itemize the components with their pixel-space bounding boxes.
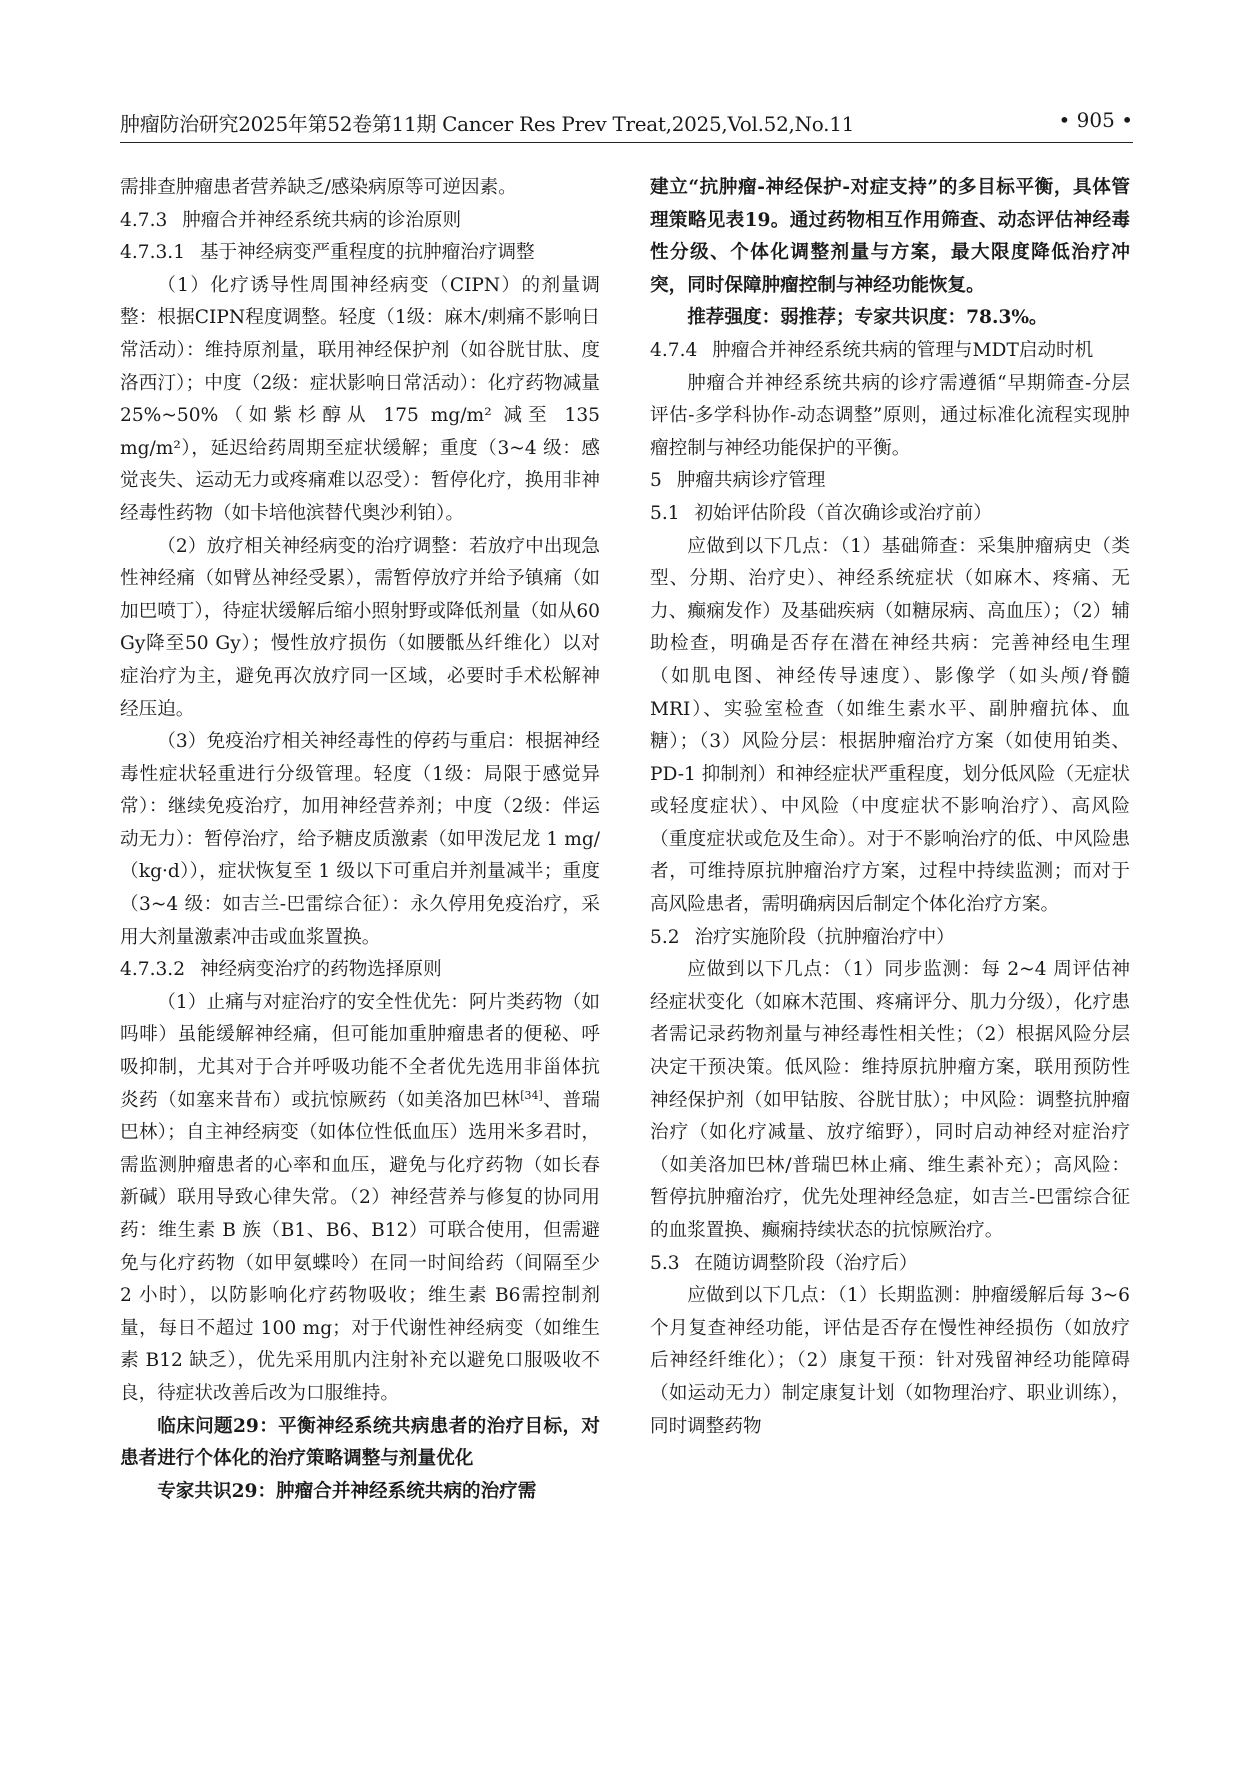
section-number: 4.7.3.2 <box>120 959 186 981</box>
running-header <box>120 106 1133 143</box>
section-heading-4-7-3-1 <box>120 237 600 270</box>
section-number: 4.7.3 <box>120 209 168 231</box>
paragraph: （2）放疗相关神经病变的治疗调整：若放疗中出现急性神经痛（如臂丛神经受累），需暂停放疗并给予镇痛（如加巴喷丁），待症状缓解后缩小照射野或降低剂量（如从60 Gy降至50 Gy）；慢性放疗损伤（如腰骶丛纤维化）以对症治疗为主，避免再次放疗同一区域，必要时手术松解神经压迫。 <box>120 535 600 720</box>
paragraph-text: 、普瑞巴林）；自主神经病变（如体位性低血压）选用米多君时，需监测肿瘤患者的心率和血压，避免与化疗药物（如长春新碱）联用导致心律失常。（2）神经营养与修复的协同用药：维生素 B 族（B1、B6、B12）可联合使用，但需避免与化疗药物（如甲氨蝶呤）在同一时间给药（间隔至少 2 小时），以防影响化疗药物吸收；维生素 B6需控制剂量，每日不超过 100 mg；对于代谢性神经病变（如维生素 B12 缺乏），优先采用肌内注射补充以避免口服吸收不良，待症状改善后改为口服维持。 <box>120 1089 600 1404</box>
expert-consensus-29-cont: 建立“抗肿瘤-神经保护-对症支持”的多目标平衡，具体管理策略见表19。通过药物相互作用筛查、动态评估神经毒性分级、个体化调整剂量与方案，最大限度降低治疗冲突，同时保障肿瘤控制与神经功能恢复。 <box>650 177 1130 296</box>
section-title: 肿瘤合并神经系统共病的管理与MDT启动时机 <box>712 339 1094 361</box>
paragraph: 应做到以下几点：（1）同步监测：每 2~4 周评估神经症状变化（如麻木范围、疼痛评分、肌力分级），化疗患者需记录药物剂量与神经毒性相关性；（2）根据风险分层决定干预决策。低风险：维持原抗肿瘤方案，联用预防性神经保护剂（如甲钴胺、谷胱甘肽）；中风险：调整抗肿瘤治疗（如化疗减量、放疗缩野），同时启动神经对症治疗（如美洛加巴林/普瑞巴林止痛、维生素补充）；高风险：暂停抗肿瘤治疗，优先处理神经急症，如吉兰-巴雷综合征的血浆置换、癫痫持续状态的抗惊厥治疗。 <box>650 959 1130 1241</box>
section-number: 4.7.4 <box>650 339 698 361</box>
section-title: 肿瘤合并神经系统共病的诊治原则 <box>182 209 462 231</box>
section-title: 初始评估阶段（首次确诊或治疗前） <box>694 502 992 524</box>
section-number: 5.3 <box>650 1252 680 1274</box>
paragraph: 肿瘤合并神经系统共病的诊疗需遵循“早期筛查-分层评估-多学科协作-动态调整”原则，通过标准化流程实现肿瘤控制与神经功能保护的平衡。 <box>650 372 1130 459</box>
paragraph: （3）免疫治疗相关神经毒性的停药与重启：根据神经毒性症状轻重进行分级管理。轻度（1级：局限于感觉异常）：继续免疫治疗，加用神经营养剂；中度（2级：伴运动无力）：暂停治疗，给予糖皮质激素（如甲泼尼龙 1 mg/（kg·d）），症状恢复至 1 级以下可重启并剂量减半；重度（3~4 级：如吉兰-巴雷综合征）：永久停用免疫治疗，采用大剂量激素冲击或血浆置换。 <box>120 731 600 948</box>
section-heading-4-7-4 <box>650 335 1130 368</box>
section-number: 5 <box>650 470 662 492</box>
section-heading-4-7-3 <box>120 205 600 238</box>
section-number: 5.1 <box>650 502 680 524</box>
right-column <box>650 172 1130 1443</box>
section-heading-5-2 <box>650 922 1130 955</box>
section-title: 治疗实施阶段（抗肿瘤治疗中） <box>694 926 955 948</box>
section-title: 神经病变治疗的药物选择原则 <box>199 959 442 981</box>
section-heading-5-1 <box>650 498 1130 531</box>
section-number: 4.7.3.1 <box>120 242 186 264</box>
paragraph <box>120 987 600 1411</box>
paragraph: 需排查肿瘤患者营养缺乏/感染病原等可逆因素。 <box>120 177 517 198</box>
section-number: 5.2 <box>650 926 680 948</box>
section-title: 基于神经病变严重程度的抗肿瘤治疗调整 <box>199 242 535 264</box>
paragraph: 应做到以下几点：（1）长期监测：肿瘤缓解后每 3~6 个月复查神经功能，评估是否存在慢性神经损伤（如放疗后神经纤维化）；（2）康复干预：针对残留神经功能障碍（如运动无力）制定康复计划（如物理治疗、职业训练），同时调整药物 <box>650 1285 1130 1437</box>
section-heading-5-3 <box>650 1248 1130 1281</box>
left-column <box>120 172 600 1508</box>
paragraph: 应做到以下几点：（1）基础筛查：采集肿瘤病史（类型、分期、治疗史）、神经系统症状（如麻木、疼痛、无力、癫痫发作）及基础疾病（如糖尿病、高血压）；（2）辅助检查，明确是否存在潜在神经共病：完善神经电生理（如肌电图、神经传导速度）、影像学（如头颅/脊髓 MRI）、实验室检查（如维生素水平、副肿瘤抗体、血糖）；（3）风险分层：根据肿瘤治疗方案（如使用铂类、PD-1 抑制剂）和神经症状严重程度，划分低风险（无症状或轻度症状）、中风险（中度症状不影响治疗）、高风险（重度症状或危及生命）。对于不影响治疗的低、中风险患者，可维持原抗肿瘤治疗方案，过程中持续监测；而对于高风险患者，需明确病因后制定个体化治疗方案。 <box>650 535 1130 916</box>
section-title: 肿瘤共病诊疗管理 <box>676 470 826 492</box>
paragraph: （1）化疗诱导性周围神经病变（CIPN）的剂量调整：根据CIPN程度调整。轻度（1级：麻木/刺痛不影响日常活动）：维持原剂量，联用神经保护剂（如谷胱甘肽、度洛西汀）；中度（2级：症状影响日常活动）：化疗药物减量 25%~50%（如紫杉醇从 175 mg/m² 减至 135 mg/m²），延迟给药周期至症状缓解；重度（3~4 级：感觉丧失、运动无力或疼痛难以忍受）：暂停化疗，换用非神经毒性药物（如卡培他滨替代奥沙利铂）。 <box>120 274 600 524</box>
page-number: • 905 • <box>1058 108 1133 132</box>
recommendation-strength: 推荐强度：弱推荐；专家共识度：78.3%。 <box>687 307 1048 329</box>
clinical-question-29: 临床问题29：平衡神经系统共病患者的治疗目标，对患者进行个体化的治疗策略调整与剂量优化 <box>120 1415 600 1470</box>
section-heading-4-7-3-2 <box>120 954 600 987</box>
expert-consensus-29: 专家共识29：肿瘤合并神经系统共病的治疗需 <box>157 1480 537 1502</box>
citation-ref: [34] <box>520 1088 543 1102</box>
journal-citation: 肿瘤防治研究2025年第52卷第11期 Cancer Res Prev Treat,2025,Vol.52,No.11 <box>120 112 855 136</box>
section-title: 在随访调整阶段（治疗后） <box>694 1252 918 1274</box>
section-heading-5 <box>650 465 1130 498</box>
paragraph-text: （1）止痛与对症治疗的安全性优先：阿片类药物（如吗啡）虽能缓解神经痛，但可能加重肿瘤患者的便秘、呼吸抑制，尤其对于合并呼吸功能不全者优先选用非甾体抗炎药（如塞来昔布）或抗惊厥药（如美洛加巴林 <box>120 991 600 1111</box>
